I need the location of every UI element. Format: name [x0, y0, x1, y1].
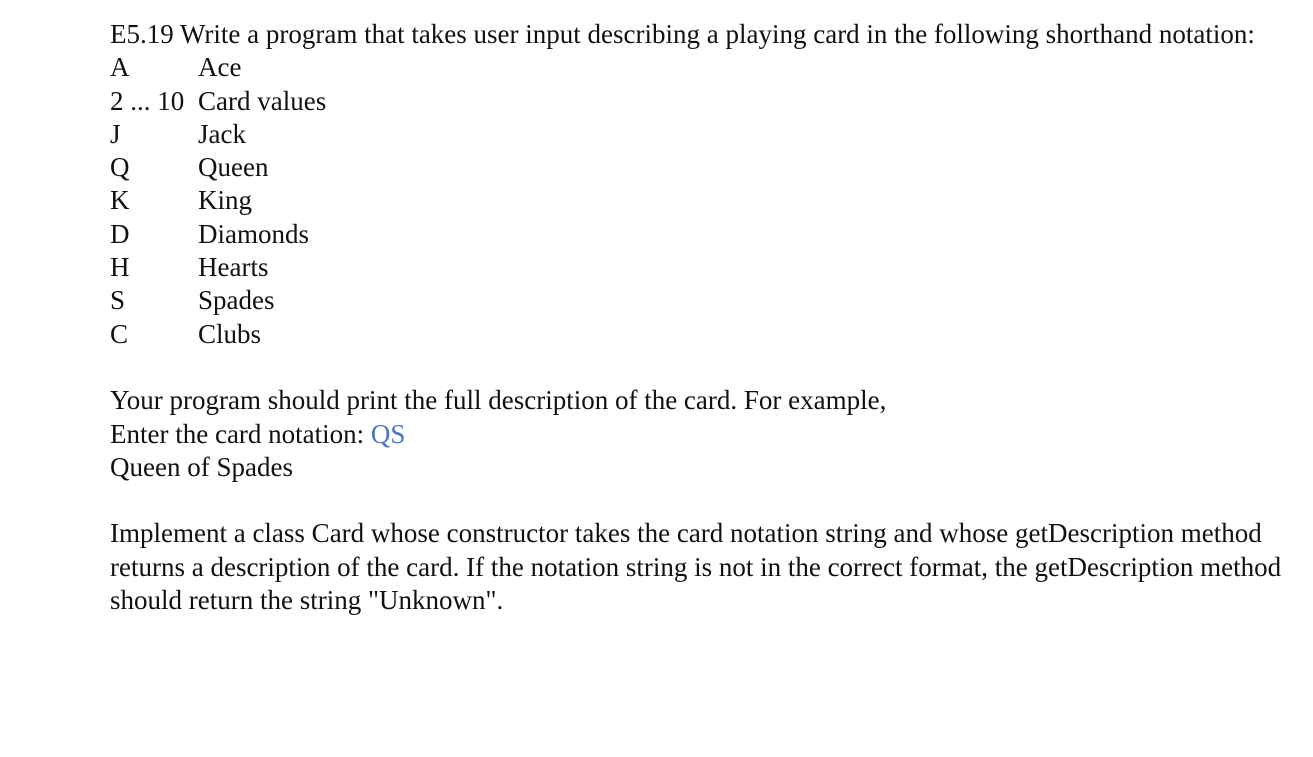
notation-row-spades: [110, 284, 326, 317]
notation-row-clubs: [110, 318, 326, 351]
notation-meaning: Jack: [198, 118, 246, 149]
notation-meaning: Hearts: [198, 252, 269, 283]
notation-code: S: [110, 285, 126, 316]
spacer: [110, 484, 1290, 517]
notation-code: J: [110, 118, 121, 149]
example-prompt: Enter the card notation:: [110, 418, 371, 449]
example-prompt-line: [110, 418, 1290, 451]
notation-meaning: Diamonds: [198, 218, 309, 249]
notation-meaning: Queen: [198, 152, 269, 183]
example-intro: Your program should print the full description of the card. For example,: [110, 385, 887, 416]
notation-code: Q: [110, 152, 130, 183]
notation-meaning: Card values: [198, 85, 327, 116]
notation-code: 2 ... 10: [110, 85, 185, 116]
notation-meaning: King: [198, 185, 252, 216]
exercise-intro: E5.19 Write a program that takes user input describing a playing card in the following shorthand notation:: [110, 19, 1255, 49]
notation-code: H: [110, 252, 130, 283]
notation-row-ace: [110, 51, 326, 84]
notation-row-values: [110, 85, 326, 118]
notation-code: K: [110, 185, 130, 216]
notation-row-queen: [110, 151, 326, 184]
notation-table: [110, 51, 326, 351]
notation-code: C: [110, 318, 129, 349]
example-output: Queen of Spades: [110, 451, 293, 482]
notation-row-jack: [110, 118, 326, 151]
spacer: [110, 351, 1290, 384]
notation-row-king: [110, 184, 326, 217]
notation-row-diamonds: [110, 218, 326, 251]
example-input: QS: [370, 418, 406, 449]
exercise-document: [110, 18, 1290, 617]
notation-meaning: Spades: [198, 285, 275, 316]
notation-row-hearts: [110, 251, 326, 284]
notation-meaning: Clubs: [198, 318, 262, 349]
implementation-text: Implement a class Card whose constructor takes the card notation string and whose getDescription method returns a description of the card. If the notation string is not in the correct format, the getDescription method should return the string "Unknown".: [110, 518, 1282, 616]
notation-meaning: Ace: [198, 52, 242, 83]
example-block: [110, 384, 1290, 484]
notation-code: D: [110, 218, 130, 249]
notation-code: A: [110, 52, 130, 83]
